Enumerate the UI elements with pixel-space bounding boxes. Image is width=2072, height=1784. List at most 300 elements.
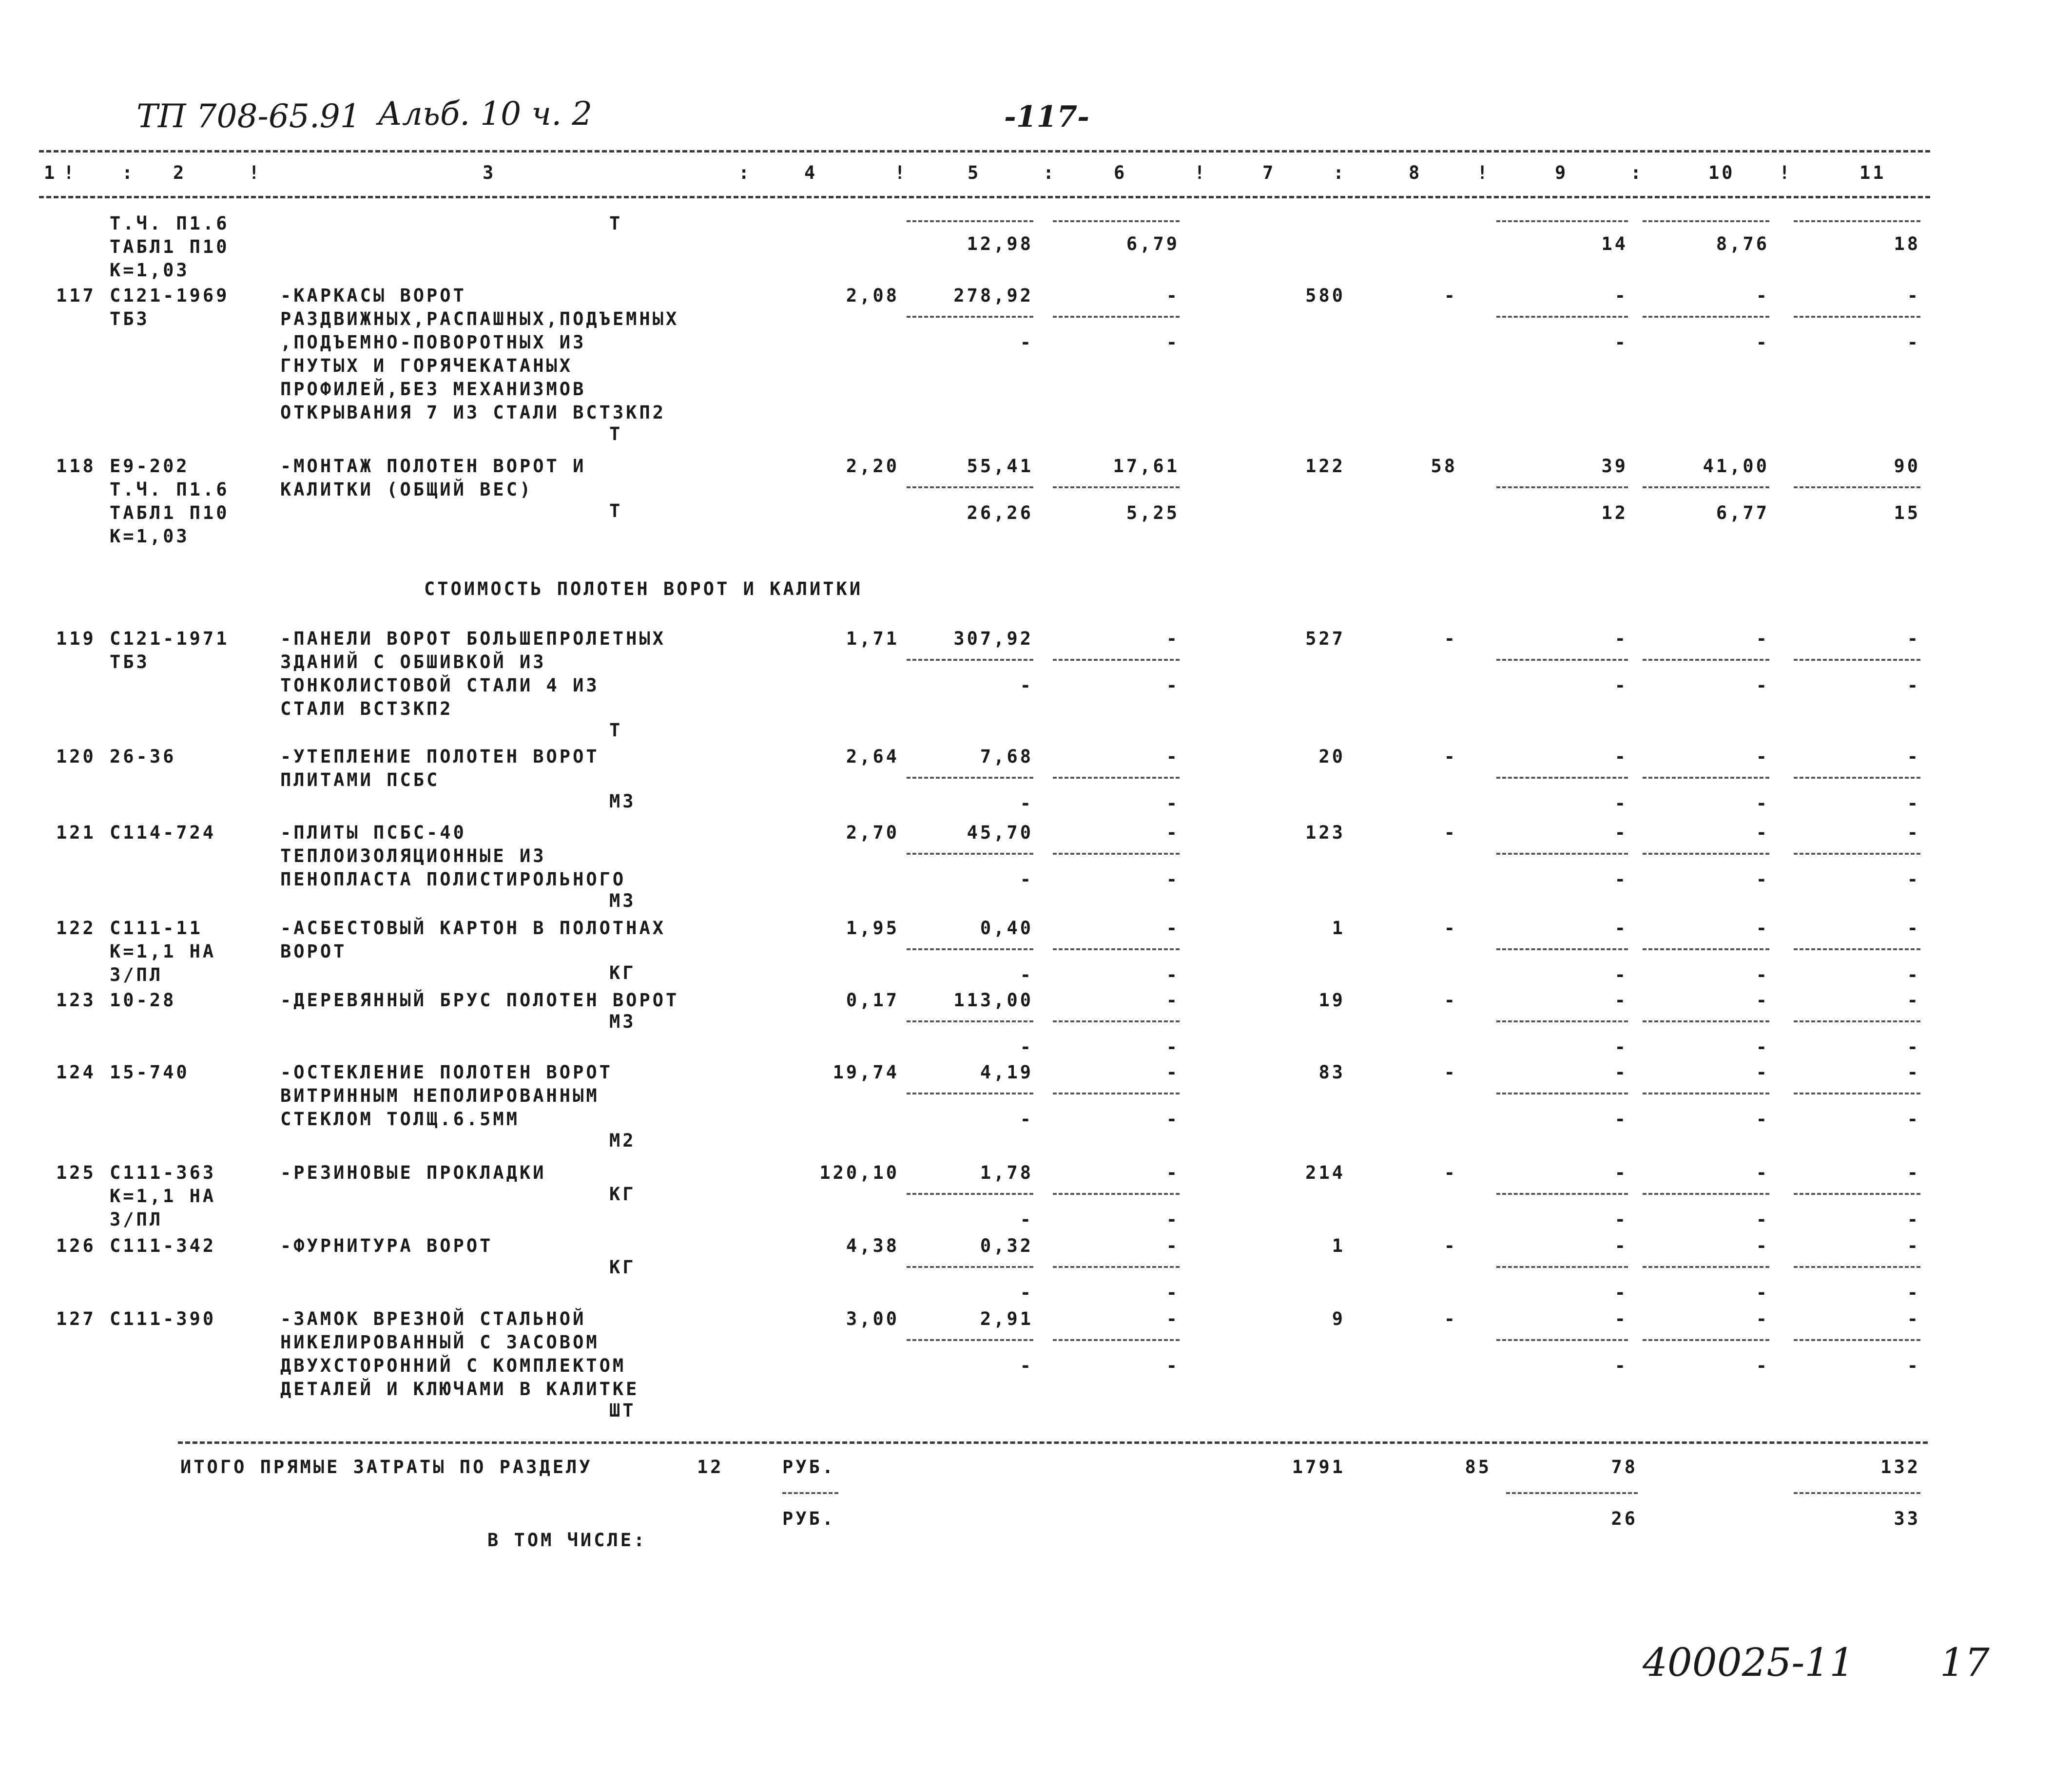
row-c9-sub: - [1614,964,1628,985]
row-c11: - [1907,1162,1920,1183]
row-code: К=1,03 [110,526,190,547]
row-quantity: 3,00 [846,1308,899,1329]
row-description: ТЕПЛОИЗОЛЯЦИОННЫЕ ИЗ [280,845,546,866]
totals-currency-2: РУБ. [782,1508,836,1529]
row-separator-c10 [1643,1339,1769,1341]
row-c6: 17,61 [1113,456,1180,477]
row-c6: - [1166,918,1180,939]
row-c7: 20 [1318,746,1345,767]
row-c8: - [1444,1308,1457,1329]
row-code: С111-11 [110,918,203,939]
row-description: РАЗДВИЖНЫХ,РАСПАШНЫХ,ПОДЪЕМНЫХ [280,308,679,329]
row-c9: - [1614,1162,1628,1183]
row-c5: 307,92 [953,628,1033,649]
row-c11: - [1907,822,1920,843]
row-c6: - [1166,285,1180,306]
column-divider: ! [1477,162,1491,183]
row-c6: - [1166,1162,1180,1183]
page-number: -117- [1004,100,1090,134]
top-sep-11 [1794,220,1920,222]
column-divider: : [122,162,136,183]
row-c7: 527 [1305,628,1345,649]
row-separator-c5 [907,659,1033,661]
row-c10-sub: - [1756,1209,1769,1230]
row-separator-c9 [1496,1093,1628,1094]
totals-currency-rule [782,1492,838,1494]
album-number: Альб. 10 ч. 2 [378,95,593,133]
row-separator-c5 [907,777,1033,779]
row-c11-sub: - [1907,675,1920,696]
column-header-11: 11 [1859,162,1886,183]
row-quantity: 19,74 [833,1062,899,1083]
row-separator-c6 [1053,1266,1180,1268]
row-separator-c10 [1643,1093,1769,1094]
row-separator-c11 [1794,853,1920,855]
row-c11: - [1907,990,1920,1011]
row-description: ОТКРЫВАНИЯ 7 ИЗ СТАЛИ ВСТ3КП2 [280,402,666,423]
row-number: 121 [56,822,96,843]
row-description: -ОСТЕКЛЕНИЕ ПОЛОТЕН ВОРОТ [280,1062,613,1083]
row-description: ПЛИТАМИ ПСБС [280,769,440,790]
top-value-10: 8,76 [1716,233,1769,254]
row-quantity: 4,38 [846,1235,899,1256]
row-c9-sub: - [1614,675,1628,696]
column-header-9: 9 [1555,162,1569,183]
totals-col9-sub: 26 [1611,1508,1638,1529]
row-c9-sub: - [1614,1209,1628,1230]
row-c5-sub: - [1020,1209,1033,1230]
row-number: 120 [56,746,96,767]
row-separator-c11 [1794,1339,1920,1341]
row-c7: 122 [1305,456,1345,477]
totals-col7: 1791 [1292,1457,1345,1477]
row-number: 117 [56,285,96,306]
row-c6-sub: - [1166,1036,1180,1057]
row-c9: - [1614,628,1628,649]
top-value-5: 12,98 [967,233,1033,254]
row-c7: 1 [1332,1235,1345,1256]
row-c6: - [1166,822,1180,843]
row-code: ТБ3 [110,308,150,329]
row-number: 127 [56,1308,96,1329]
row-unit: М2 [609,1130,636,1151]
row-c10-sub: - [1756,1036,1769,1057]
row-separator-c10 [1643,486,1769,488]
row-code: 26-36 [110,746,176,767]
row-c5: 45,70 [967,822,1033,843]
row-separator-c11 [1794,1266,1920,1268]
row-separator-c9 [1496,316,1628,318]
row-c5-sub: 26,26 [967,502,1033,523]
row-quantity: 2,64 [846,746,899,767]
row-c11-sub: - [1907,1209,1920,1230]
row-code: С111-342 [110,1235,216,1256]
row-separator-c11 [1794,659,1920,661]
row-c5: 0,32 [980,1235,1033,1256]
top-value-11: 18 [1894,233,1920,254]
row-c10: - [1756,1062,1769,1083]
row-c5-sub: - [1020,332,1033,353]
top-code-2: ТАБЛ1 П10 [110,236,230,257]
row-c6-sub: - [1166,869,1180,890]
row-c6-sub: 5,25 [1126,502,1180,523]
row-c8: - [1444,990,1457,1011]
totals-col8: 85 [1465,1457,1491,1477]
row-separator-c5 [907,486,1033,488]
header-top-rule [39,150,1930,153]
row-c5-sub: - [1020,964,1033,985]
row-unit: Т [609,500,623,521]
row-description: -УТЕПЛЕНИЕ ПОЛОТЕН ВОРОТ [280,746,600,767]
row-c10: - [1756,746,1769,767]
totals-col11: 132 [1880,1457,1920,1477]
row-separator-c11 [1794,1093,1920,1094]
row-code: Е9-202 [110,456,190,477]
row-description: ДВУХСТОРОННИЙ С КОМПЛЕКТОМ [280,1355,626,1376]
row-separator-c6 [1053,1193,1180,1195]
row-separator-c5 [907,853,1033,855]
row-separator-c5 [907,948,1033,950]
top-sep-5 [907,220,1033,222]
totals-currency-1: РУБ. [782,1457,836,1477]
column-divider: : [738,162,752,183]
row-c7: 19 [1318,990,1345,1011]
row-c5: 278,92 [953,285,1033,306]
row-c5-sub: - [1020,869,1033,890]
row-c10: - [1756,285,1769,306]
row-c8: - [1444,285,1457,306]
row-c9-sub: - [1614,869,1628,890]
column-divider: ! [1779,162,1793,183]
row-c5: 55,41 [967,456,1033,477]
row-separator-c6 [1053,316,1180,318]
row-c11: - [1907,1062,1920,1083]
row-quantity: 1,95 [846,918,899,939]
row-c6-sub: - [1166,675,1180,696]
row-c10-sub: - [1756,964,1769,985]
row-c8: 58 [1431,456,1457,477]
row-c10: - [1756,822,1769,843]
row-separator-c9 [1496,1193,1628,1195]
row-c10-sub: - [1756,1109,1769,1130]
row-c6-sub: - [1166,1282,1180,1303]
column-header-1: 1 [44,162,58,183]
row-separator-c10 [1643,948,1769,950]
column-divider: ! [894,162,908,183]
row-c10: 41,00 [1703,456,1769,477]
row-number: 124 [56,1062,96,1083]
totals-label: ИТОГО ПРЯМЫЕ ЗАТРАТЫ ПО РАЗДЕЛУ [180,1457,593,1477]
row-separator-c10 [1643,659,1769,661]
row-number: 118 [56,456,96,477]
row-quantity: 2,08 [846,285,899,306]
row-c10: - [1756,1308,1769,1329]
row-separator-c11 [1794,1020,1920,1022]
row-separator-c6 [1053,853,1180,855]
column-divider: ! [1194,162,1208,183]
row-c6-sub: - [1166,793,1180,814]
row-code: С114-724 [110,822,216,843]
row-description: ПЕНОПЛАСТА ПОЛИСТИРОЛЬНОГО [280,869,626,890]
row-c10: - [1756,990,1769,1011]
row-description: -КАРКАСЫ ВОРОТ [280,285,466,306]
row-c9: 39 [1601,456,1628,477]
row-description: -ДЕРЕВЯННЫЙ БРУС ПОЛОТЕН ВОРОТ [280,990,679,1011]
row-c6-sub: - [1166,332,1180,353]
column-divider: ! [249,162,262,183]
row-c8: - [1444,746,1457,767]
row-separator-c9 [1496,777,1628,779]
row-unit: КГ [609,1184,636,1205]
top-code-3: К=1,03 [110,260,190,281]
row-c9-sub: - [1614,332,1628,353]
row-separator-c11 [1794,777,1920,779]
row-c11: - [1907,1308,1920,1329]
row-separator-c9 [1496,1266,1628,1268]
row-separator-c10 [1643,1020,1769,1022]
row-code: К=1,1 НА [110,941,216,962]
row-separator-c9 [1496,659,1628,661]
row-c11-sub: - [1907,1109,1920,1130]
archive-stamp: 400025-11 [1643,1640,1855,1685]
row-separator-c11 [1794,1193,1920,1195]
row-separator-c9 [1496,948,1628,950]
column-header-5: 5 [968,162,981,183]
row-c6-sub: - [1166,964,1180,985]
row-separator-c10 [1643,1266,1769,1268]
row-c9: - [1614,285,1628,306]
row-description: СТЕКЛОМ ТОЛЩ.6.5ММ [280,1109,520,1130]
row-description: -ФУРНИТУРА ВОРОТ [280,1235,493,1256]
row-c10: - [1756,1162,1769,1183]
column-header-2: 2 [173,162,187,183]
row-separator-c11 [1794,948,1920,950]
row-c5: 7,68 [980,746,1033,767]
row-unit: КГ [609,962,636,983]
row-c5: 4,19 [980,1062,1033,1083]
row-c9: - [1614,1062,1628,1083]
row-c11-sub: - [1907,869,1920,890]
column-header-3: 3 [483,162,496,183]
row-c9-sub: - [1614,1036,1628,1057]
row-code: С121-1971 [110,628,230,649]
row-c5-sub: - [1020,1109,1033,1130]
totals-sep-11 [1794,1492,1920,1494]
totals-col11-sub: 33 [1894,1508,1920,1529]
row-separator-c5 [907,1093,1033,1094]
row-c11: - [1907,1235,1920,1256]
row-c9: - [1614,746,1628,767]
row-code: К=1,1 НА [110,1186,216,1207]
row-c10-sub: - [1756,332,1769,353]
doc-reference: ТП 708-65.91 [136,97,361,135]
row-c10-sub: - [1756,869,1769,890]
row-description: НИКЕЛИРОВАННЫЙ С ЗАСОВОМ [280,1332,600,1353]
row-c8: - [1444,918,1457,939]
row-c6-sub: - [1166,1355,1180,1376]
row-c5: 0,40 [980,918,1033,939]
row-c7: 1 [1332,918,1345,939]
row-c7: 9 [1332,1308,1345,1329]
row-unit: КГ [609,1257,636,1278]
row-c9-sub: 12 [1601,502,1628,523]
row-c6: - [1166,990,1180,1011]
column-header-8: 8 [1409,162,1422,183]
row-code: Т.Ч. П1.6 [110,479,230,500]
row-quantity: 0,17 [846,990,899,1011]
row-c11: 90 [1894,456,1920,477]
row-c11: - [1907,628,1920,649]
row-c11-sub: - [1907,1282,1920,1303]
column-header-4: 4 [804,162,818,183]
top-unit: Т [609,213,623,234]
sheet-number: 17 [1940,1640,1990,1685]
row-c10: - [1756,918,1769,939]
row-separator-c10 [1643,777,1769,779]
row-number: 123 [56,990,96,1011]
row-separator-c11 [1794,316,1920,318]
row-description: ТОНКОЛИСТОВОЙ СТАЛИ 4 ИЗ [280,675,600,696]
row-separator-c6 [1053,1339,1180,1341]
top-code-1: Т.Ч. П1.6 [110,213,230,234]
row-c9-sub: - [1614,1355,1628,1376]
row-description: -ЗАМОК ВРЕЗНОЙ СТАЛЬНОЙ [280,1308,586,1329]
row-separator-c11 [1794,486,1920,488]
totals-sep-9 [1506,1492,1638,1494]
row-c9: - [1614,918,1628,939]
row-separator-c5 [907,1020,1033,1022]
row-code: С111-390 [110,1308,216,1329]
row-description: ПРОФИЛЕЙ,БЕЗ МЕХАНИЗМОВ [280,379,586,400]
row-c8: - [1444,1062,1457,1083]
row-separator-c6 [1053,777,1180,779]
row-description: -ПАНЕЛИ ВОРОТ БОЛЬШЕПРОЛЕТНЫХ [280,628,666,649]
row-unit: ШТ [609,1400,636,1421]
row-c10: - [1756,628,1769,649]
row-code: С111-363 [110,1162,216,1183]
row-c5: 113,00 [953,990,1033,1011]
row-description: ГНУТЫХ И ГОРЯЧЕКАТАНЫХ [280,355,573,376]
top-sep-10 [1643,220,1769,222]
row-c11-sub: - [1907,964,1920,985]
row-c6-sub: - [1166,1109,1180,1130]
row-c9: - [1614,990,1628,1011]
column-header-7: 7 [1262,162,1276,183]
section-heading: СТОИМОСТЬ ПОЛОТЕН ВОРОТ И КАЛИТКИ [424,578,863,599]
row-c9: - [1614,1308,1628,1329]
row-quantity: 1,71 [846,628,899,649]
totals-section-number: 12 [697,1457,724,1477]
header-bottom-rule [39,196,1930,198]
row-code: ТБ3 [110,652,150,672]
row-code: 3/ПЛ [110,964,163,985]
row-description: КАЛИТКИ (ОБЩИЙ ВЕС) [280,479,533,500]
row-separator-c9 [1496,853,1628,855]
row-number: 126 [56,1235,96,1256]
row-c11-sub: - [1907,793,1920,814]
column-divider: : [1630,162,1644,183]
row-description: -ПЛИТЫ ПСБС-40 [280,822,466,843]
row-c7: 580 [1305,285,1345,306]
row-code: 3/ПЛ [110,1209,163,1230]
row-separator-c5 [907,1193,1033,1195]
column-header-6: 6 [1114,162,1127,183]
row-description: -РЕЗИНОВЫЕ ПРОКЛАДКИ [280,1162,546,1183]
top-sep-9 [1496,220,1628,222]
row-c6: - [1166,1308,1180,1329]
top-value-6: 6,79 [1126,233,1180,254]
row-number: 122 [56,918,96,939]
row-c8: - [1444,628,1457,649]
row-quantity: 120,10 [819,1162,899,1183]
row-c11-sub: - [1907,1355,1920,1376]
column-header-10: 10 [1708,162,1735,183]
column-divider: ! [63,162,77,183]
row-separator-c6 [1053,1093,1180,1094]
row-c7: 83 [1318,1062,1345,1083]
row-description: ВИТРИННЫМ НЕПОЛИРОВАННЫМ [280,1085,600,1106]
row-number: 119 [56,628,96,649]
row-code: 10-28 [110,990,176,1011]
row-separator-c5 [907,1339,1033,1341]
row-quantity: 2,70 [846,822,899,843]
row-c9: - [1614,822,1628,843]
row-code: 15-740 [110,1062,190,1083]
row-c11-sub: 15 [1894,502,1920,523]
top-sep-6 [1053,220,1180,222]
row-c9-sub: - [1614,1109,1628,1130]
row-c10: - [1756,1235,1769,1256]
row-description: СТАЛИ ВСТ3КП2 [280,698,453,719]
row-c5-sub: - [1020,675,1033,696]
row-c9-sub: - [1614,793,1628,814]
column-divider: : [1333,162,1347,183]
row-c6: - [1166,746,1180,767]
row-c6: - [1166,1062,1180,1083]
row-c10-sub: 6,77 [1716,502,1769,523]
row-c10-sub: - [1756,675,1769,696]
row-separator-c5 [907,316,1033,318]
row-number: 125 [56,1162,96,1183]
row-code: ТАБЛ1 П10 [110,502,230,523]
row-description: -АСБЕСТОВЫЙ КАРТОН В ПОЛОТНАХ [280,918,666,939]
row-c5: 2,91 [980,1308,1033,1329]
row-separator-c6 [1053,1020,1180,1022]
row-unit: Т [609,720,623,741]
row-c8: - [1444,1235,1457,1256]
row-unit: Т [609,423,623,444]
row-c8: - [1444,1162,1457,1183]
row-unit: М3 [609,890,636,911]
row-separator-c5 [907,1266,1033,1268]
totals-col9: 78 [1611,1457,1638,1477]
row-c6: - [1166,1235,1180,1256]
row-c6-sub: - [1166,1209,1180,1230]
row-description: ДЕТАЛЕЙ И КЛЮЧАМИ В КАЛИТКЕ [280,1379,639,1400]
row-c10-sub: - [1756,1355,1769,1376]
row-code: С121-1969 [110,285,230,306]
totals-top-rule [178,1441,1928,1444]
row-c11: - [1907,746,1920,767]
row-separator-c10 [1643,853,1769,855]
row-c11-sub: - [1907,332,1920,353]
row-separator-c10 [1643,316,1769,318]
row-separator-c9 [1496,486,1628,488]
totals-including: В ТОМ ЧИСЛЕ: [487,1530,647,1551]
row-separator-c6 [1053,486,1180,488]
row-separator-c9 [1496,1339,1628,1341]
row-c10-sub: - [1756,1282,1769,1303]
